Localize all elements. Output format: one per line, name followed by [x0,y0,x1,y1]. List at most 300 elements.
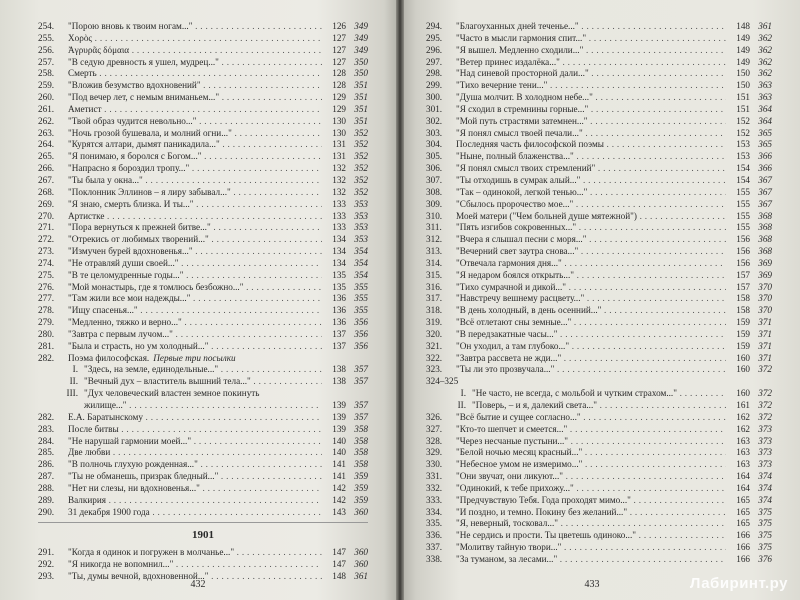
text-page-number: 152 [736,127,750,138]
toc-entry [426,364,772,376]
entry-number: 320. [426,328,443,339]
entry-number: 269. [38,198,55,209]
entry-number: 278. [38,305,55,316]
commentary-page-number: 353 [354,222,368,233]
text-page-number: 157 [736,281,750,292]
commentary-page-number: 365 [758,127,772,138]
text-page-number: 160 [736,388,750,399]
entry-number: 264. [38,139,55,150]
commentary-page-number: 364 [758,103,772,114]
commentary-page-number: 353 [354,234,368,245]
commentary-page-number: 365 [758,139,772,150]
entry-title: "Благоуханных дней теченье..." [456,21,579,31]
entry-title-line [38,151,322,163]
entry-title: Поэма философская. [68,352,150,363]
text-page-number: 151 [736,103,750,114]
text-page-number: 161 [736,400,750,410]
entry-title-line [426,329,726,341]
text-page-number: 130 [332,127,346,138]
entry-title: "Всё отлетают сны земные..." [456,317,572,328]
text-page-number: 130 [332,115,346,126]
entry-title-line [426,175,726,187]
commentary-page-number: 350 [354,68,368,79]
entry-title-line [426,80,726,92]
toc-entry [426,104,772,116]
toc-entry [426,116,772,128]
entry-title: "Когда я одинок и погружен в молчанье..." [68,547,235,558]
entry-number: 288. [38,482,55,493]
text-page-number: 128 [332,68,346,79]
entry-title-line [426,139,726,151]
entry-number: 284. [38,435,55,446]
entry-number: 324–325 [426,376,459,387]
entry-number: 263. [38,127,55,138]
entry-number: 254. [38,21,55,31]
entry-number: 302. [426,115,443,126]
entry-title-line [38,495,322,507]
toc-list-left [38,21,368,583]
entry-title-line [38,329,322,341]
toc-entry [426,33,772,45]
commentary-page-number: 375 [758,542,772,553]
toc-entry [38,187,368,199]
book-spine [396,0,404,600]
entry-title: Моей матери ("Чем больней душе мятежной") [456,210,637,221]
entry-title-line [38,139,322,151]
toc-entry [38,547,368,559]
toc-entry [426,388,772,400]
commentary-page-number: 371 [758,352,772,363]
commentary-page-number: 357 [354,411,368,422]
entry-number: 313. [426,246,443,257]
entry-number: 321. [426,340,443,351]
text-page-number: 149 [736,32,750,43]
entry-number: 289. [38,494,55,505]
toc-entry [426,68,772,80]
commentary-page-number: 362 [758,32,772,43]
text-page-number: 155 [736,210,750,221]
entry-number: 255. [38,32,55,43]
entry-title-line [426,92,726,104]
entry-title-line [38,128,322,140]
entry-title: "Они звучат, они ликуют..." [456,471,563,482]
entry-number: 286. [38,459,55,470]
text-page-number: 136 [332,293,346,304]
entry-title-line [426,116,726,128]
toc-entry [38,329,368,341]
text-page-number: 135 [332,281,346,292]
text-page-number: 140 [332,447,346,458]
entry-title-line [426,447,726,459]
toc-entry [426,128,772,140]
commentary-page-number: 351 [354,103,368,114]
entry-title-line [38,80,322,92]
entry-number: 282. [38,411,55,422]
entry-title-line [38,163,322,175]
entry-title: "Вечный дух – властитель вышний тела..." [84,376,251,387]
commentary-page-number: 352 [354,151,368,162]
commentary-page-number: 358 [354,447,368,458]
toc-entry [38,80,368,92]
entry-number: 314. [426,257,443,268]
entry-number: 285. [38,447,55,458]
entry-title-line [38,317,322,329]
entry-number: 258. [38,68,55,79]
toc-entry [38,424,368,436]
toc-entry [38,57,368,69]
entry-number: 317. [426,293,443,304]
toc-list-right [426,21,772,566]
toc-entry [38,376,368,388]
toc-entry [38,447,368,459]
entry-title-line [38,199,322,211]
entry-title: "Он уходил, а там глубоко..." [456,340,570,351]
entry-title-line [38,116,322,128]
text-page-number: 160 [736,352,750,363]
commentary-page-number: 367 [758,186,772,197]
toc-entry [426,483,772,495]
entry-title: "Я понимаю, я боролся с Богом..." [68,151,202,162]
commentary-page-number: 357 [354,364,368,375]
toc-entry [38,116,368,128]
text-page-number: 165 [736,494,750,505]
toc-entry [38,507,368,519]
entry-title: Последняя часть философской поэмы [456,139,604,150]
entry-title-line [38,436,322,448]
entry-title-line [426,187,726,199]
entry-title: "Твой образ чудится невольно..." [68,115,197,126]
text-page-number: 156 [736,257,750,268]
entry-title: "И поздно, и темно. Покину без желаний..." [456,506,628,517]
entry-subtitle: Первые три посылки [153,352,236,363]
commentary-page-number: 374 [758,471,772,482]
entry-number: II. [69,376,78,387]
text-page-number: 165 [736,518,750,529]
entry-title: "Мой путь страстями затемнен..." [456,115,588,126]
toc-entry [38,175,368,187]
entry-title: "Порою вновь к твоим ногам..." [68,21,193,31]
commentary-page-number: 358 [354,423,368,434]
commentary-page-number: 373 [758,459,772,470]
entry-title: Валкирия [68,494,106,505]
entry-title-line [426,495,726,507]
right-page [404,0,800,600]
entry-number: 266. [38,163,55,174]
entry-title: "Была и страсть, но ум холодный..." [68,340,209,351]
commentary-page-number: 373 [758,447,772,458]
commentary-page-number: 349 [354,32,368,43]
text-page-number: 160 [736,364,750,375]
entry-number: 276. [38,281,55,292]
entry-title-line [426,353,726,365]
text-page-number: 149 [736,56,750,67]
toc-entry [426,92,772,104]
toc-entry [38,270,368,282]
entry-title: "Белой ночью месяц красный..." [456,447,583,458]
entry-title-line [426,151,726,163]
commentary-page-number: 375 [758,518,772,529]
text-page-number: 150 [736,80,750,91]
commentary-page-number: 359 [354,494,368,505]
entry-number: 270. [38,210,55,221]
entry-number: 281. [38,340,55,351]
entry-title-line [38,21,322,33]
entry-title: Две любви [68,447,111,458]
toc-entry [38,282,368,294]
entry-title: "Одинокий, к тебе прихожу..." [456,482,574,493]
entry-number: 335. [426,518,443,529]
toc-entry [38,436,368,448]
commentary-page-number: 355 [354,281,368,292]
toc-entry [38,317,368,329]
toc-entry [426,305,772,317]
commentary-page-number: 373 [758,423,772,434]
commentary-page-number: 360 [354,506,368,517]
entry-number: 273. [38,246,55,257]
entry-number: 301. [426,103,443,114]
entry-number: 309. [426,198,443,209]
text-page-number: 141 [332,471,346,482]
entry-title: "Я недаром боялся открыть..." [456,269,574,280]
toc-entry [38,412,368,424]
entry-title: "Так – одинокой, легкой тенью..." [456,186,588,197]
entry-number: 290. [38,506,55,517]
commentary-page-number: 370 [758,293,772,304]
year-heading: 1901 [38,522,368,547]
entry-title-line [38,270,322,282]
toc-entry [426,282,772,294]
entry-title: "Сбылось пророчество мое..." [456,198,574,209]
toc-entry [426,21,772,33]
toc-entry [426,80,772,92]
entry-title-line [426,45,726,57]
text-page-number: 127 [332,56,346,67]
entry-title-line [426,211,726,223]
text-page-number: 156 [736,234,750,245]
commentary-page-number: 370 [758,281,772,292]
text-page-number: 153 [736,151,750,162]
toc-entry [426,341,772,353]
left-page [0,0,396,600]
text-page-number: 129 [332,103,346,114]
commentary-page-number: 372 [758,400,772,410]
text-page-number: 139 [332,400,346,410]
entry-number: 312. [426,234,443,245]
entry-title: "Отрекись от любимых творений..." [68,234,209,245]
entry-title: "Над синевой просторной дали..." [456,68,589,79]
entry-title-line [426,57,726,69]
entry-number: 308. [426,186,443,197]
entry-title: "Поклонник Эллинов – я лиру забывал..." [68,186,231,197]
entry-title: "Кто-то шепчет и смеется..." [456,423,568,434]
entry-number: 280. [38,328,55,339]
commentary-page-number: 373 [758,435,772,446]
toc-entry [426,412,772,424]
text-page-number: 137 [332,340,346,351]
entry-title: "Ищу спасенья..." [68,305,138,316]
entry-title: "Я сходил в стремнины горные..." [456,103,589,114]
entry-title: "В седую древность я ушел, мудрец..." [68,56,219,67]
entry-title-line [38,341,322,353]
entry-title: жилище..." [84,400,127,410]
text-page-number: 147 [332,559,346,570]
text-page-number: 133 [332,198,346,209]
toc-entry [38,471,368,483]
entry-number: 319. [426,317,443,328]
entry-title-line [426,471,726,483]
toc-entry [426,270,772,282]
text-page-number: 126 [332,21,346,31]
entry-title-line [38,33,322,45]
toc-entry [38,139,368,151]
commentary-page-number: 368 [758,234,772,245]
text-page-number: 163 [736,435,750,446]
entry-title: "Напрасно я бороздил тропу..." [68,163,190,174]
text-page-number: 155 [736,222,750,233]
entry-number: 310. [426,210,443,221]
entry-title-line [426,412,726,424]
commentary-page-number: 359 [354,482,368,493]
entry-title-line [426,542,726,554]
entry-number: I. [72,364,78,375]
toc-entry [38,400,368,412]
text-page-number: 139 [332,411,346,422]
entry-title: "Я понял смысл твоей печали..." [456,127,583,138]
commentary-page-number: 357 [354,376,368,387]
entry-title: "Вечерний свет заутра снова..." [456,246,579,257]
entry-number: 323. [426,364,443,375]
toc-entry [38,246,368,258]
entry-title-line [38,388,322,400]
commentary-page-number: 349 [354,21,368,31]
entry-title: "Через несчаные пустыни..." [456,435,569,446]
commentary-page-number: 357 [354,400,368,410]
toc-entry [38,483,368,495]
commentary-page-number: 354 [354,257,368,268]
text-page-number: 155 [736,186,750,197]
toc-entry [426,163,772,175]
toc-entry [426,57,772,69]
entry-number: 316. [426,281,443,292]
commentary-page-number: 370 [758,305,772,316]
entry-title-line [426,507,726,519]
text-page-number: 163 [736,459,750,470]
entry-title: Ἀγρυρᾶς δόμαια [68,44,130,55]
commentary-page-number: 363 [758,92,772,103]
text-page-number: 133 [332,210,346,221]
entry-title-line [426,341,726,353]
commentary-page-number: 368 [758,210,772,221]
toc-entry [38,199,368,211]
entry-title: "Тихо вечерние тени..." [456,80,548,91]
entry-number: 261. [38,103,55,114]
commentary-page-number: 353 [354,210,368,221]
entry-number: 287. [38,471,55,482]
entry-number: 297. [426,56,443,67]
entry-number: 330. [426,459,443,470]
entry-title-line [426,246,726,258]
text-page-number: 164 [736,471,750,482]
toc-entry [426,495,772,507]
entry-title: "Поверь, – и я, далекий света..." [472,400,598,410]
entry-title-line [38,246,322,258]
commentary-page-number: 372 [758,364,772,375]
text-page-number: 163 [736,447,750,458]
entry-title-line [38,92,322,104]
toc-entry [38,151,368,163]
entry-title-line [38,483,322,495]
entry-title: "Я, неверный, тосковал..." [456,518,559,529]
entry-title-line [38,104,322,116]
entry-title: "Измучен бурей вдохновенья..." [68,246,193,257]
text-page-number: 138 [332,364,346,375]
commentary-page-number: 354 [354,269,368,280]
commentary-page-number: 360 [354,559,368,570]
entry-title: "Небесное умом не измеримо..." [456,459,583,470]
commentary-page-number: 351 [354,80,368,91]
text-page-number: 151 [736,92,750,103]
entry-number: 262. [38,115,55,126]
entry-title-line [38,45,322,57]
commentary-page-number: 362 [758,68,772,79]
commentary-page-number: 353 [354,198,368,209]
commentary-page-number: 358 [354,435,368,446]
text-page-number: 166 [736,542,750,553]
entry-number: 259. [38,80,55,91]
entry-title-line [38,211,322,223]
toc-entry [426,507,772,519]
entry-title-line [38,447,322,459]
entry-number: 327. [426,423,443,434]
text-page-number: 164 [736,482,750,493]
commentary-page-number: 367 [758,198,772,209]
entry-number: 337. [426,542,443,553]
text-page-number: 127 [332,44,346,55]
entry-title: "Ветер принес издалёка..." [456,56,560,67]
entry-title: "Ты была у окна..." [68,174,143,185]
text-page-number: 139 [332,423,346,434]
commentary-page-number: 361 [354,571,368,582]
entry-title-line [426,21,726,33]
text-page-number: 156 [736,246,750,257]
entry-title: Артистке [68,210,105,221]
entry-title: "Я вышел. Медленно сходили..." [456,44,584,55]
entry-title: "Молитву тайную твори..." [456,542,562,553]
toc-entry [38,305,368,317]
entry-title-line [38,68,322,80]
entry-title: "Вложив безумство вдохновений" [68,80,201,91]
entry-title-line [426,317,726,329]
text-page-number: 138 [332,376,346,387]
text-page-number: 147 [332,547,346,558]
toc-entry [426,139,772,151]
toc-entry [38,21,368,33]
entry-title-line [426,163,726,175]
text-page-number: 132 [332,163,346,174]
text-page-number: 155 [736,198,750,209]
entry-number: 291. [38,547,55,558]
toc-entry [426,293,772,305]
entry-title-line [426,282,726,294]
commentary-page-number: 354 [354,246,368,257]
entry-title-line [38,258,322,270]
commentary-page-number: 351 [354,92,368,103]
entry-number: 279. [38,317,55,328]
toc-entry [426,329,772,341]
commentary-page-number: 363 [758,80,772,91]
entry-title-line [426,305,726,317]
entry-title: "Завтра с первым лучом..." [68,328,173,339]
